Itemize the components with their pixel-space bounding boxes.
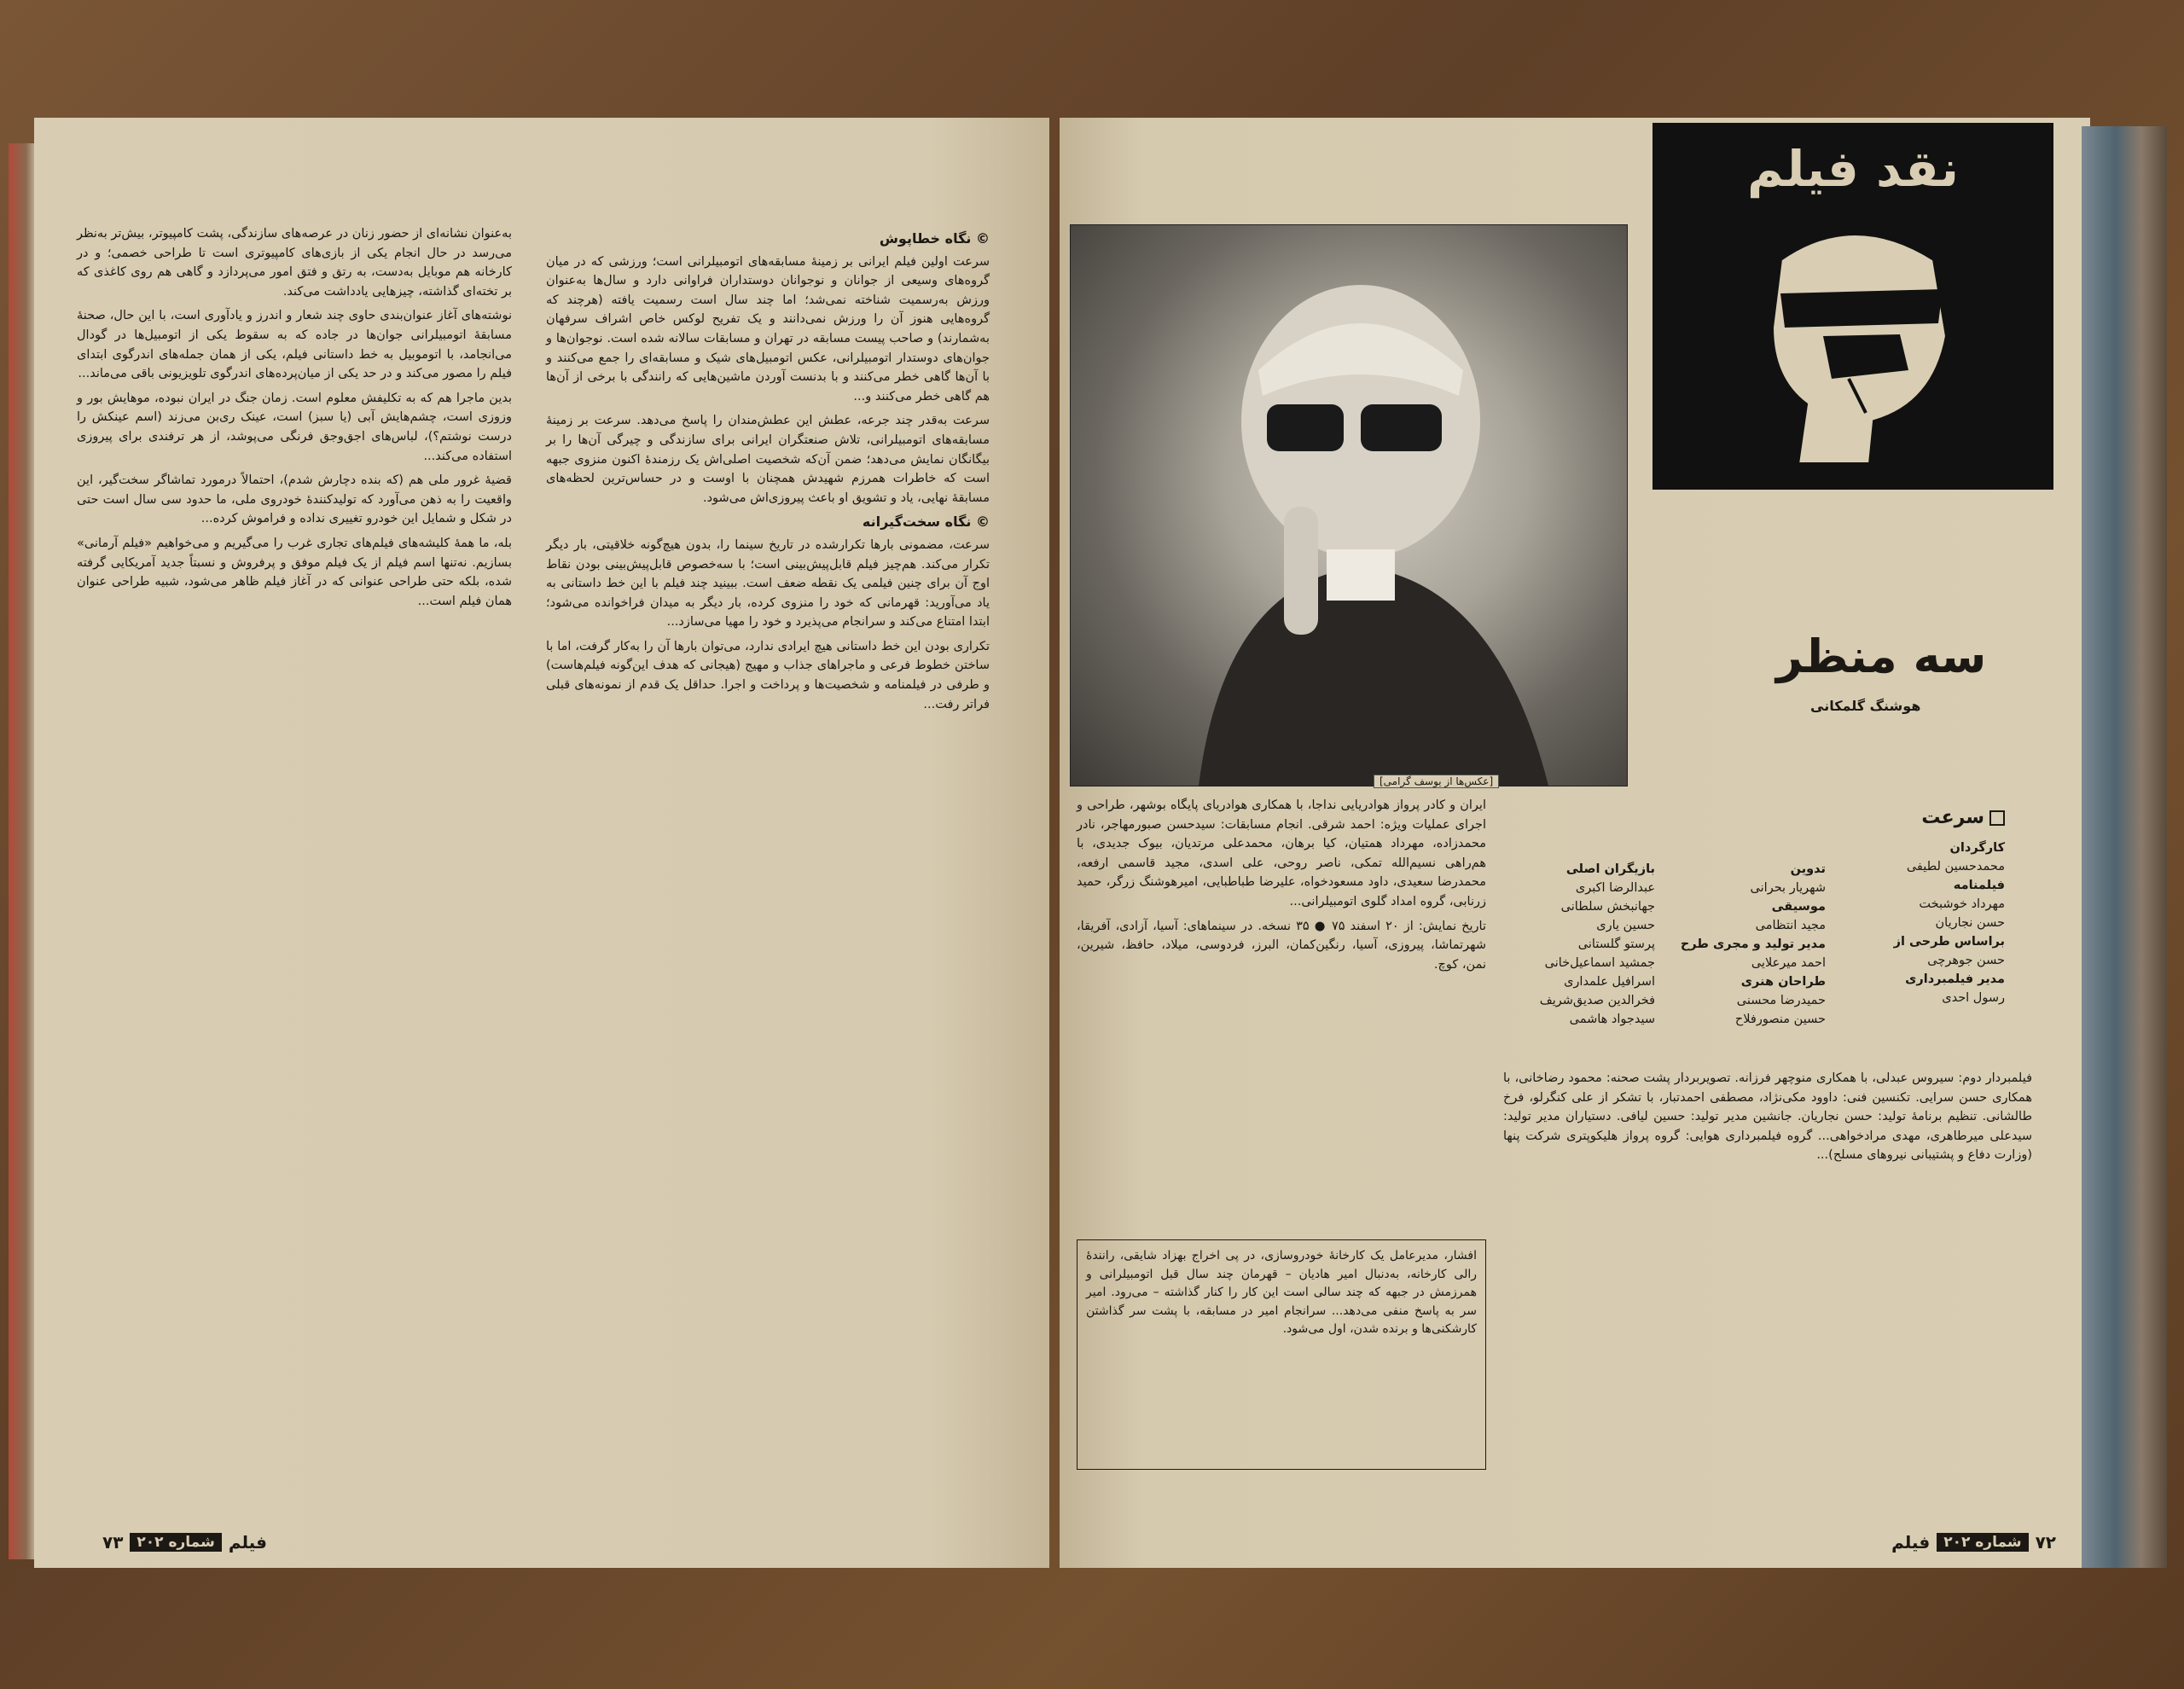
paragraph: نوشته‌های آغاز عنوان‌بندی حاوی چند شعار و اندرز و یادآوری است، با این حال، صحنهٔ مسابقهٔ اتومبیلرانی جوان‌ها در جاده که به سقوط یکی از اتومبیل‌ها در گودال می‌انجامد، با اتوموبیل به خط داستانی فیلم، یکی از همان جمله‌های اندرگوی ابتدای فیلم را مصور می‌کند و در حد یکی از میان‌پرده‌های اندرگوی تلویزیونی باقی می‌ماند... [77, 309, 512, 381]
logo-title: نقد فیلم [1746, 140, 1960, 198]
paragraph: قضیهٔ غرور ملی هم (که بنده دچارش شدم)، احتمالاً درمورد تماشاگر سخت‌گیر، این واقعیت را به ذهن می‌آورد که تولیدکنندهٔ خودروی ملی، ما حدود سی سال است حتی در شکل و شمایل این خودرو تغییری نداده و فراموش کرده... [77, 473, 512, 526]
synopsis-box: افشار، مدیرعامل یک کارخانهٔ خودروسازی، در پی اخراج بهزاد شایقی، رانندهٔ رالی کارخانه، به‌دنبال امیر هادیان – قهرمان چند سال قبل اتومبیلرانی و همرزمش در جبهه که چند سالی است این کار را کنار گذاشته – می‌رود. امیر سر به پاسخ منفی می‌دهد... سرانجام امیر در مسابقه، با پشت سر گذاشتن کارشکنی‌ها و برنده شدن، اول می‌شود. [1077, 1239, 1486, 1470]
credit-name: مهرداد خوشبخت [1919, 897, 2005, 911]
paragraph: به‌عنوان نشانه‌ای از حضور زنان در عرصه‌های سازندگی، پشت کامپیوتر، بیش‌تر به‌نظر می‌رسد در حال انجام یکی از بازی‌های کامپیوتری است تا طراحی خصمی؛ و در کارخانه هم موبایل به‌دست، به رتق و فتق امور می‌پردازد و گاهی هم روی کاغذی که بر تخته‌ای گذاشته، چیزهایی یادداشت می‌کند. [77, 227, 512, 299]
film-review-logo [1653, 123, 2053, 490]
paragraph: فیلمبردار دوم: سیروس عبدلی، با همکاری منوچهر فرزانه. تصویربردار پشت صحنه: محمود رضاخانی، با همکاری حسن سرایی. تکنسین فنی: داوود مکی‌نژاد، مصطفی احمدتبار، با تشکر از علی کنگرلو، فرخ طالشانی. تنظیم برنامهٔ تولید: حسن نجاریان. جانشین مدیر تولید: حسین لیافی. دستیاران مدیر تولید: سیدعلی میرطاهری، مهدی مرادخواهی... گروه فیلمبرداری هوایی: گروه پرواز هلیکوپتری شرکت پنها (وزارت دفاع و پشتیبانی نیروهای مسلح)... [1503, 1071, 2032, 1163]
paragraph: بدین ماجرا هم که به تکلیفش معلوم است. زمان جنگ در ایران نبوده، موهایش بور و وزوزی است، چشم‌هایش آبی (یا سبز) است، عینک ری‌بن می‌زند (اسم عینکش را درست نوشتم؟)، لباس‌های اجق‌وجق فرنگی می‌پوشد، از هر ترفندی برای پیروزی استفاده می‌کند... [77, 391, 512, 463]
credit-name: حسن نجاریان [1935, 916, 2005, 930]
cast-text-column [1077, 796, 1486, 979]
cast-name: فخرالدین صدیق‌شریف [1539, 994, 1655, 1007]
cast-heading: بازیگران اصلی [1565, 862, 1655, 876]
magazine-name: فیلم [1891, 1532, 1931, 1553]
credit-role: موسیقی [1771, 900, 1826, 914]
credit-role: مدیر تولید و مجری طرح [1680, 937, 1826, 951]
credits-column-3 [1510, 860, 1655, 1029]
article-title: سه منظر [1776, 630, 1987, 683]
left-page-column-left [77, 224, 512, 616]
crew-text-column [1503, 1069, 2032, 1170]
photo-illustration [1071, 225, 1627, 786]
credits-column-2 [1664, 860, 1826, 1029]
credit-name: رسول احدی [1942, 991, 2005, 1005]
issue-number: شماره ۲۰۲ [130, 1533, 221, 1552]
section-title: سرعت [1921, 807, 2005, 828]
cast-name: جمشید اسماعیل‌خانی [1544, 956, 1655, 970]
release-info: تاریخ نمایش: از ۲۰ اسفند ۷۵ ● ۳۵ نسخه. در سینماهای: آسیا، آزادی، آفریقا، شهرتماشا، پیروزی، آسیا، رنگین‌کمان، البرز، فردوسی، میلاد، حافظ، شیرین، نمن، کوچ. [1077, 919, 1487, 972]
credit-role: مدیر فیلمبرداری [1905, 972, 2005, 986]
cast-name: سیدجواد هاشمی [1569, 1013, 1655, 1026]
credit-name: شهریار بحرانی [1750, 881, 1826, 895]
credit-role: تدوین [1790, 862, 1826, 876]
page-number: ۷۲ [2035, 1532, 2056, 1553]
photo-caption: [عکس‌ها از یوسف گرامی] [1374, 775, 1499, 788]
paragraph: ایران و کادر پرواز هوادریایی نداجا، با همکاری هوادریای پایگاه بوشهر، طراحی و اجرای عملیات ویژه: احمد شرقی. انجام مسابقات: سیدحسن صبورمهاجر، نادر محمدزاده، مهرداد همتیان، کیا برهان، محمدعلی مرتدیان، بیوک جدیدی، با هم‌راهی نسیم‌الله تمکی، ناصر روحی، علی اسدی، مجید قاسمی ارفعه، محمدرضا سعیدی، داود مسعودخواه، علیرضا طباطبایی، امیرهوشنگ زرگر، حمید زرنابی، گروه امداد گلوی اتومبیلرانی... [1077, 798, 1486, 908]
paragraph: بله، ما همهٔ کلیشه‌های فیلم‌های تجاری غرب را می‌گیریم و می‌خواهیم «فیلم آرمانی» بسازیم. نه‌تنها اسم فیلم از یک فیلم موفق و پرفروش و نسبتاً جدید آمریکایی گرفته شده، بلکه حتی طراحی عنوانی که در آغاز فیلم ظاهر می‌شود، شبیه طراحی عنوان همان فیلم است... [77, 536, 512, 608]
section-heading: © نگاه سخت‌گیرانه [862, 514, 990, 531]
cast-name: جهانبخش سلطانی [1560, 900, 1655, 914]
credit-name: محمدحسین لطیفی [1906, 860, 2005, 874]
paragraph: سرعت، مضمونی بارها تکرارشده در تاریخ سینما را، بدون هیچ‌گونه خلاقیتی، بار دیگر تکرار می‌کند. هم‌چیز فیلم قابل‌پیش‌بینی است؛ با سه‌خصوص قابل‌پیش‌بینی بودن نقاط اوج آن برای چنین فیلمی یک نقطه ضعف است. ببینید چند فیلم با این خط داستانی به یاد می‌آورید: قهرمانی که خود را منزوی کرده، بار دیگر به میدان فراخوانده می‌شود؛ ابتدا امتناع می‌کند و سرانجام می‌پذیرد و خود را مهیا می‌سازد... [546, 537, 990, 630]
paragraph: تکراری بودن این خط داستانی هیچ ایرادی ندارد، می‌توان بارها آن را به‌کار گرفت، اما با ساختن خطوط فرعی و ماجراهای جذاب و مهیج (هیجانی که هدف این‌گونه فیلم‌هاست) و طرفی در فیلمنامه و شخصیت‌ها و پرداخت و اجرا. حداقل یک قدم از نمونه‌های قبلی فراتر رفت... [546, 639, 990, 711]
left-page-column-right [546, 224, 990, 719]
right-page [1060, 118, 2090, 1568]
paragraph: سرعت اولین فیلم ایرانی بر زمینهٔ مسابقه‌های اتومبیلرانی است؛ ورزشی که در میان گروه‌های وسیعی از جوانان و نوجوانان دوستداران فراوانی دارد و سال‌ها به‌عنوان ورزش به‌رسمیت شناخته نمی‌شد؛ اما چند سال است رسمیت یافته (هرچند که گروه‌هایی هنوز آن را ورزش نمی‌دانند و یک تفریح لوکس خاص اشراف سرفهان به‌شمارند) و صاحب پیست مسابقه در تهران و مسابقات سالانه شده است. نوجوان‌ها و جوان‌های دوستدار اتومبیلرانی، عکس اتومبیل‌های شیک و مسابقه‌ای را جمع می‌کنند و با آن‌ها گاهی خطر می‌کنند و با بدنست آوردن ماشین‌هایی که رانندگی با برخی از آن‌ها هم گاهی خطر می‌کنند و... [546, 254, 990, 403]
article-author: هوشنگ گلمکانی [1810, 698, 1921, 714]
credit-role: کارگردان [1949, 841, 2005, 855]
magazine-edge-left [9, 143, 38, 1559]
square-bullet-icon [1989, 810, 2005, 826]
issue-number: شماره ۲۰۲ [1937, 1533, 2028, 1552]
credit-name: حسن جوهرچی [1927, 954, 2005, 967]
credit-name: حمیدرضا محسنی [1736, 994, 1826, 1007]
page-number: ۷۳ [102, 1532, 124, 1553]
credits-column-1 [1834, 839, 2005, 1007]
cast-name: پرستو گلستانی [1577, 937, 1655, 951]
cast-name: حسین یاری [1596, 919, 1655, 932]
credit-role: طراحان هنری [1740, 975, 1826, 989]
page-footer [1891, 1532, 2056, 1553]
magazine-spread [9, 118, 2175, 1568]
credit-name: احمد میرعلایی [1751, 956, 1826, 970]
photo-man-sunglasses [1070, 224, 1628, 786]
cast-name: عبدالرضا اکبری [1575, 881, 1655, 895]
magazine-edge-right [2082, 126, 2167, 1568]
credit-name: مجید انتظامی [1755, 919, 1826, 932]
left-page [34, 118, 1049, 1568]
credit-name: حسین منصورفلاح [1734, 1013, 1826, 1026]
credit-role: فیلمنامه [1953, 879, 2005, 892]
magazine-name: فیلم [228, 1532, 267, 1553]
section-heading: © نگاه خطاپوش [879, 230, 990, 247]
credit-role: براساس طرحی از [1893, 935, 2005, 949]
head-with-glasses-icon [1653, 123, 2053, 490]
paragraph: سرعت به‌قدر چند جرعه، عطش این عطش‌مندان را پاسخ می‌دهد. سرعت بر زمینهٔ مسابقه‌های اتومبیلرانی، تلاش صنعتگران ایرانی برای سازندگی و چیرگی آن‌ها را بر بیگانگان نمایش می‌دهد؛ ضمن آن‌که شخصیت اصلی‌اش یک رزمندهٔ اکنون منزوی جبهه است که خاطرات همرزم شهیدش همچنان با اوست و در حساس‌ترین لحظه‌های مسابقهٔ نهایی، یاد و تشویق او باعث پیروزی‌اش می‌شود. [546, 414, 990, 505]
page-footer [102, 1532, 267, 1553]
cast-name: اسرافیل علمداری [1564, 975, 1655, 989]
